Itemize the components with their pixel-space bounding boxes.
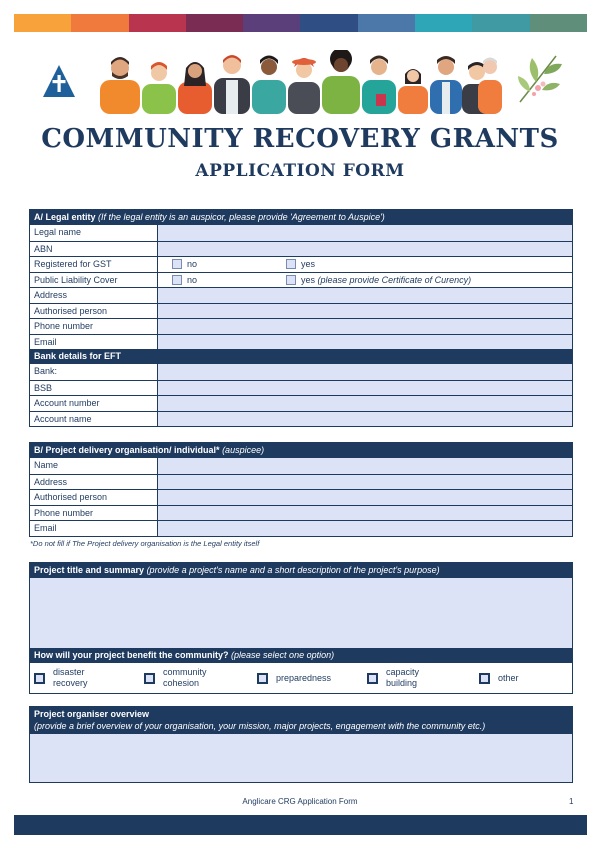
liability-options — [158, 273, 572, 288]
b-email-field[interactable] — [158, 521, 572, 536]
bank-details-header — [30, 349, 572, 364]
form-row — [30, 318, 572, 334]
form-row — [30, 225, 572, 241]
section-a-title: A/ Legal entity — [34, 212, 96, 222]
footer-form-name: Anglicare CRG Application Form — [242, 797, 358, 806]
stripe-segment — [415, 14, 472, 32]
form-row — [30, 287, 572, 303]
stripe-segment — [472, 14, 529, 32]
liability-yes-label: yes — [301, 274, 316, 285]
benefit-other-option[interactable] — [479, 673, 519, 684]
form-row — [30, 505, 572, 521]
stripe-segment — [186, 14, 243, 32]
gst-yes-checkbox[interactable] — [286, 259, 296, 269]
b-phone-field[interactable] — [158, 506, 572, 521]
phone-field[interactable] — [158, 319, 572, 334]
gst-label: Registered for GST — [30, 257, 158, 272]
liability-label: Public Liability Cover — [30, 273, 158, 288]
benefit-capacity-building-option[interactable] — [367, 667, 479, 689]
account-name-field[interactable] — [158, 412, 572, 427]
liability-no-option[interactable] — [172, 275, 286, 285]
liability-no-checkbox[interactable] — [172, 275, 182, 285]
organiser-overview-field[interactable] — [30, 734, 572, 782]
b-address-label: Address — [30, 475, 158, 490]
project-title-header — [30, 563, 572, 578]
form-row — [30, 489, 572, 505]
benefit-label-line: cohesion — [163, 678, 200, 688]
stripe-segment — [243, 14, 300, 32]
b-authorised-person-field[interactable] — [158, 490, 572, 505]
gst-no-label: no — [187, 259, 198, 270]
project-section — [29, 562, 573, 694]
gst-no-checkbox[interactable] — [172, 259, 182, 269]
section-a-legal-entity — [29, 209, 573, 427]
benefit-community-cohesion-label — [163, 667, 207, 689]
benefit-label-line: capacity — [386, 667, 420, 677]
stripe-segment — [300, 14, 357, 32]
header-color-stripe — [14, 14, 587, 32]
gst-yes-option[interactable] — [286, 259, 315, 269]
form-row — [30, 241, 572, 257]
liability-no-label: no — [187, 274, 198, 285]
form-row — [30, 380, 572, 396]
section-b-delivery-organisation — [29, 442, 573, 537]
benefit-preparedness-checkbox[interactable] — [257, 673, 268, 684]
section-b-footnote: *Do not fill if The Project delivery organisation is the Legal entity itself — [30, 539, 260, 548]
b-address-field[interactable] — [158, 475, 572, 490]
project-title-note: (provide a project's name and a short description of the project's purpose) — [146, 565, 440, 575]
form-row — [30, 334, 572, 350]
legal-name-field[interactable] — [158, 225, 572, 241]
benefit-disaster-recovery-label — [53, 667, 88, 689]
section-b-header — [30, 443, 572, 458]
benefit-label-line: disaster — [53, 667, 85, 677]
b-name-label: Name — [30, 458, 158, 474]
liability-yes-note: (please provide Certificate of Curency) — [317, 274, 472, 285]
phone-label: Phone number — [30, 319, 158, 334]
stripe-segment — [129, 14, 186, 32]
stripe-segment — [530, 14, 587, 32]
benefit-other-label: other — [498, 672, 519, 683]
benefit-disaster-recovery-option[interactable] — [34, 667, 144, 689]
page-title: COMMUNITY RECOVERY GRANTS — [41, 124, 559, 154]
benefit-label-line: community — [163, 667, 207, 677]
authorised-person-label: Authorised person — [30, 304, 158, 319]
benefit-label-line: building — [386, 678, 418, 688]
section-a-note: (If the legal entity is an auspicor, please provide 'Agreement to Auspice') — [98, 212, 385, 222]
stripe-segment — [71, 14, 128, 32]
b-email-label: Email — [30, 521, 158, 536]
organiser-title: Project organiser overview — [34, 709, 150, 719]
form-row — [30, 395, 572, 411]
liability-yes-checkbox[interactable] — [286, 275, 296, 285]
benefit-community-cohesion-option[interactable] — [144, 667, 257, 689]
benefit-capacity-building-label — [386, 667, 419, 689]
benefit-disaster-recovery-checkbox[interactable] — [34, 673, 45, 684]
bsb-field[interactable] — [158, 381, 572, 396]
gst-options — [158, 257, 572, 272]
organiser-header — [30, 707, 572, 734]
bank-details-title: Bank details for EFT — [34, 351, 122, 361]
stripe-segment — [358, 14, 415, 32]
organiser-overview-section — [29, 706, 573, 783]
b-phone-label: Phone number — [30, 506, 158, 521]
benefit-note: (please select one option) — [231, 650, 335, 660]
anglicare-logo-icon — [42, 64, 76, 98]
gst-no-option[interactable] — [172, 259, 286, 269]
benefit-preparedness-option[interactable] — [257, 673, 367, 684]
benefit-community-cohesion-checkbox[interactable] — [144, 673, 155, 684]
bsb-label: BSB — [30, 381, 158, 396]
benefit-options — [30, 663, 572, 693]
account-number-label: Account number — [30, 396, 158, 411]
form-row — [30, 411, 572, 427]
legal-name-label: Legal name — [30, 225, 158, 241]
b-name-field[interactable] — [158, 458, 572, 474]
footer-bar — [14, 815, 587, 835]
liability-yes-option[interactable] — [286, 275, 471, 285]
abn-field[interactable] — [158, 242, 572, 257]
benefit-capacity-building-checkbox[interactable] — [367, 673, 378, 684]
benefit-other-checkbox[interactable] — [479, 673, 490, 684]
stripe-segment — [14, 14, 71, 32]
section-b-note: (auspicee) — [222, 445, 265, 455]
benefit-label-line: recovery — [53, 678, 88, 688]
organiser-note: (provide a brief overview of your organisation, your mission, major projects, engagement with the community etc.) — [34, 721, 486, 731]
bank-label: Bank: — [30, 364, 158, 380]
section-b-title: B/ Project delivery organisation/ individual* — [34, 445, 220, 455]
page-subtitle: APPLICATION FORM — [195, 161, 405, 181]
authorised-person-field[interactable] — [158, 304, 572, 319]
account-name-label: Account name — [30, 412, 158, 427]
address-field[interactable] — [158, 288, 572, 303]
account-number-field[interactable] — [158, 396, 572, 411]
form-row — [30, 272, 572, 288]
form-row — [30, 364, 572, 380]
gst-yes-label: yes — [301, 259, 316, 270]
benefit-heading: How will your project benefit the community? — [34, 650, 229, 660]
form-row — [30, 520, 572, 536]
form-row — [30, 256, 572, 272]
email-label: Email — [30, 335, 158, 350]
project-title-heading: Project title and summary — [34, 565, 145, 575]
page-number: 1 — [569, 797, 574, 806]
email-field[interactable] — [158, 335, 572, 350]
form-row — [30, 303, 572, 319]
benefit-header — [30, 648, 572, 663]
form-row — [30, 474, 572, 490]
benefit-preparedness-label: preparedness — [276, 672, 332, 683]
b-authorised-person-label: Authorised person — [30, 490, 158, 505]
abn-label: ABN — [30, 242, 158, 257]
bank-field[interactable] — [158, 364, 572, 380]
gum-leaf-decoration-icon — [516, 52, 564, 106]
address-label: Address — [30, 288, 158, 303]
section-a-header — [30, 210, 572, 225]
form-row — [30, 458, 572, 474]
project-summary-field[interactable] — [30, 578, 572, 648]
community-people-illustration — [98, 50, 502, 114]
